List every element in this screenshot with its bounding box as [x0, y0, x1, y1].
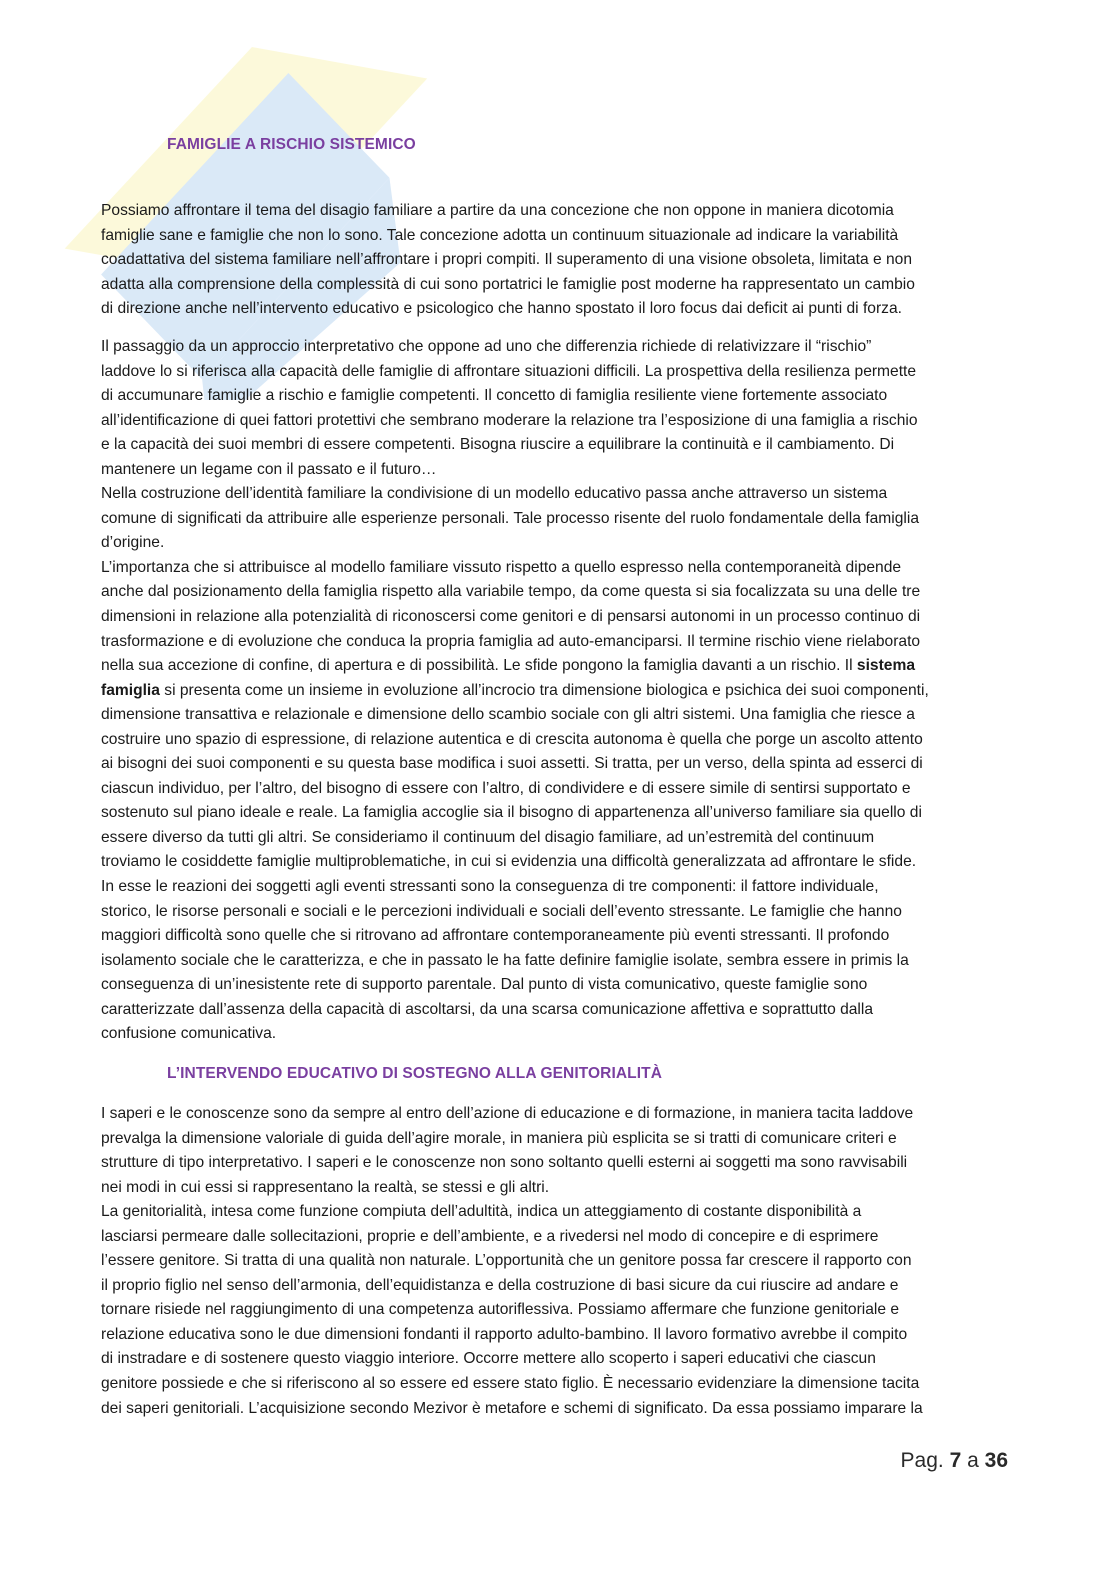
text-line: confusione comunicativa. [101, 1025, 277, 1043]
text-line: mantenere un legame con il passato e il futuro… [101, 460, 437, 478]
total-page-count: 36 [984, 1449, 1008, 1472]
text-line: il proprio figlio nel senso dell’armonia, dell’equidistanza e della costruzione di basi sicure da cui riuscire ad andare e [101, 1276, 899, 1294]
text-line: Nella costruzione dell’identità familiare la condivisione di un modello educativo passa anche attraverso un sistema [101, 485, 888, 503]
section-heading-famiglie-rischio: FAMIGLIE A RISCHIO SISTEMICO [167, 136, 416, 153]
text-line: sostenuto sul piano ideale e reale. La famiglia accoglie sia il bisogno di appartenenza all’universo familiare sia quello di [101, 804, 922, 822]
text-line: di direzione anche nell’intervento educativo e psicologico che hanno spostato il loro focus dai deficit ai punti di forza. [101, 300, 902, 318]
text-line: conseguenza di un’inesistente rete di supporto parentale. Dal punto di vista comunicativo, queste famiglie sono [101, 976, 868, 994]
text-line: isolamento sociale che le caratterizza, e che in passato le ha fatte definire famiglie isolate, sembra essere in primis la [101, 951, 909, 969]
text-line: costruire uno spazio di espressione, di relazione autentica e di crescita autonoma è quella che porge un ascolto attento [101, 730, 923, 748]
text-line: La genitorialità, intesa come funzione compiuta dell’adultità, indica un atteggiamento di costante disponibilità a [101, 1203, 862, 1221]
text-line: genitore possiede e che si riferiscono al so essere ed essere stato figlio. È necessario evidenziare la dimensione tacita [101, 1375, 920, 1393]
text-line: trasformazione e di evoluzione che conduca la propria famiglia ad auto-emanciparsi. Il termine rischio viene rielaborato [101, 632, 921, 650]
text-line: nei modi in cui essi si rappresentano la realtà, se stessi e gli altri. [101, 1178, 550, 1196]
text-line: Possiamo affrontare il tema del disagio familiare a partire da una concezione che non oppone in maniera dicotomia [101, 202, 894, 219]
text-line: essere diverso da tutti gli altri. Se consideriamo il continuum del disagio familiare, ad un’estremità del continuum [101, 828, 875, 846]
paragraph-intro [101, 199, 1011, 322]
page-number: Pag. 7 a 36 [900, 1449, 1008, 1472]
text-line: dimensioni in relazione alla potenzialità di riconoscersi come genitori e di pensarsi autonomi in un processo continuo di [101, 608, 921, 626]
text-line: tornare risiede nel raggiungimento di una competenza autoriflessiva. Possiamo affermare che funzione genitoriale e [101, 1301, 900, 1319]
text-line: dei saperi genitoriali. L’acquisizione secondo Mezivor è metafore e schemi di significato. Da essa possiamo imparare la [101, 1399, 923, 1417]
text-line: ai bisogni dei suoi componenti e su questa base modifica i suoi assetti. Si tratta, per un verso, della spinta ad esserci di [101, 755, 923, 773]
paragraph-genitorialita [101, 1102, 1011, 1421]
bold-term-famiglia: famiglia [101, 681, 160, 699]
text-line: all’identificazione di quei fattori protettivi che sembrano moderare la relazione tra l’esposizione di una famiglia a rischio [101, 411, 918, 429]
section-heading-intervento-educativo: L’INTERVENDO EDUCATIVO DI SOSTEGNO ALLA GENITORIALITÀ [167, 1065, 663, 1082]
text-line: relazione educativa sono le due dimensioni fondanti il rapporto adulto-bambino. Il lavoro formativo avrebbe il compito [101, 1325, 908, 1343]
bold-term-sistema: sistema [856, 657, 915, 675]
text-line: ciascun individuo, per l’altro, del bisogno di essere con l’altro, di condividere e di essere simile di sentirsi supportato e [101, 779, 911, 797]
text-line: storico, le risorse personali e sociali e le percezioni individuali e sociali dell’evento stressante. Le famiglie che hanno [101, 902, 902, 920]
paragraph-resilienza [101, 335, 1011, 1047]
text-line: lasciarsi permeare dalle sollecitazioni, proprie e dell’ambiente, e a rivedersi nel modo di concepire e di esprimere [101, 1227, 879, 1245]
text-line: di accumunare famiglie a rischio e famiglie competenti. Il concetto di famiglia resiliente viene fortemente associato [101, 387, 888, 405]
text-line: adatta alla comprensione della complessità di cui sono portatrici le famiglie post moderne ha rappresentato un cambio [101, 275, 915, 293]
text-line: maggiori difficoltà sono quelle che si ritrovano ad affrontare contemporaneamente più eventi stressanti. Il profondo [101, 927, 890, 945]
text-line: comune di significati da attribuire alle esperienze personali. Tale processo risente del ruolo fondamentale della famiglia [101, 509, 919, 527]
text-line: e la capacità dei suoi membri di essere competenti. Bisogna riuscire a equilibrare la continuità e il cambiamento. Di [101, 436, 895, 454]
text-line: coadattativa del sistema familiare nell’affrontare i propri compiti. Il superamento di una visione obsoleta, limitata e non [101, 251, 913, 269]
text-line: di instradare e di sostenere questo viaggio interiore. Occorre mettere allo scoperto i saperi educativi che ciascun [101, 1350, 876, 1368]
text-line: caratterizzate dall’assenza della capacità di ascoltarsi, da una scarsa comunicazione affettiva e soprattutto dalla [101, 1000, 874, 1018]
text-line: l’essere genitore. Si tratta di una qualità non naturale. L’opportunità che un genitore possa far crescere il rapporto con [101, 1252, 912, 1270]
text-line: nella sua accezione di confine, di apertura e di possibilità. Le sfide pongono la famiglia davanti a un rischio. Il sistema [101, 657, 915, 675]
text-line: d’origine. [101, 534, 165, 552]
text-line: In esse le reazioni dei soggetti agli eventi stressanti sono la conseguenza di tre componenti: il fattore individuale, [101, 878, 879, 896]
text-line: L’importanza che si attribuisce al modello familiare vissuto rispetto a quello espresso nella contemporaneità dipende [101, 558, 902, 576]
text-line: famiglia si presenta come un insieme in evoluzione all’incrocio tra dimensione biologica e psichica dei suoi componenti, [101, 681, 929, 699]
current-page-number: 7 [949, 1449, 962, 1472]
text-line: Il passaggio da un approccio interpretativo che oppone ad uno che differenzia richiede di relativizzare il “rischio” [101, 338, 872, 355]
text-line: dimensione transattiva e relazionale e dimensione dello scambio sociale con gli altri sistemi. Una famiglia che riesce a [101, 706, 915, 724]
text-line: I saperi e le conoscenze sono da sempre al entro dell’azione di educazione e di formazione, in maniera tacita laddove [101, 1105, 914, 1122]
text-line: famiglie sane e famiglie che non lo sono. Tale concezione adotta un continuum situazionale ad indicare la variabilità [101, 226, 899, 244]
text-line: anche dal posizionamento della famiglia rispetto alla variabile tempo, da come questa si sia focalizzata su una delle tre [101, 583, 921, 601]
text-line: laddove lo si riferisca alla capacità delle famiglie di affrontare situazioni difficili. La prospettiva della resilienza permette [101, 362, 917, 380]
text-line: troviamo le cosiddette famiglie multiproblematiche, in cui si evidenzia una difficoltà generalizzata ad affrontare le sfide. [101, 853, 917, 871]
text-line: strutture di tipo interpretativo. I saperi e le conoscenze non sono soltanto quelli esterni ai soggetti ma sono ravvisabili [101, 1154, 908, 1172]
text-line: prevalga la dimensione valoriale di guida dell’agire morale, in maniera più esplicita se si tratti di comunicare criteri e [101, 1129, 897, 1147]
